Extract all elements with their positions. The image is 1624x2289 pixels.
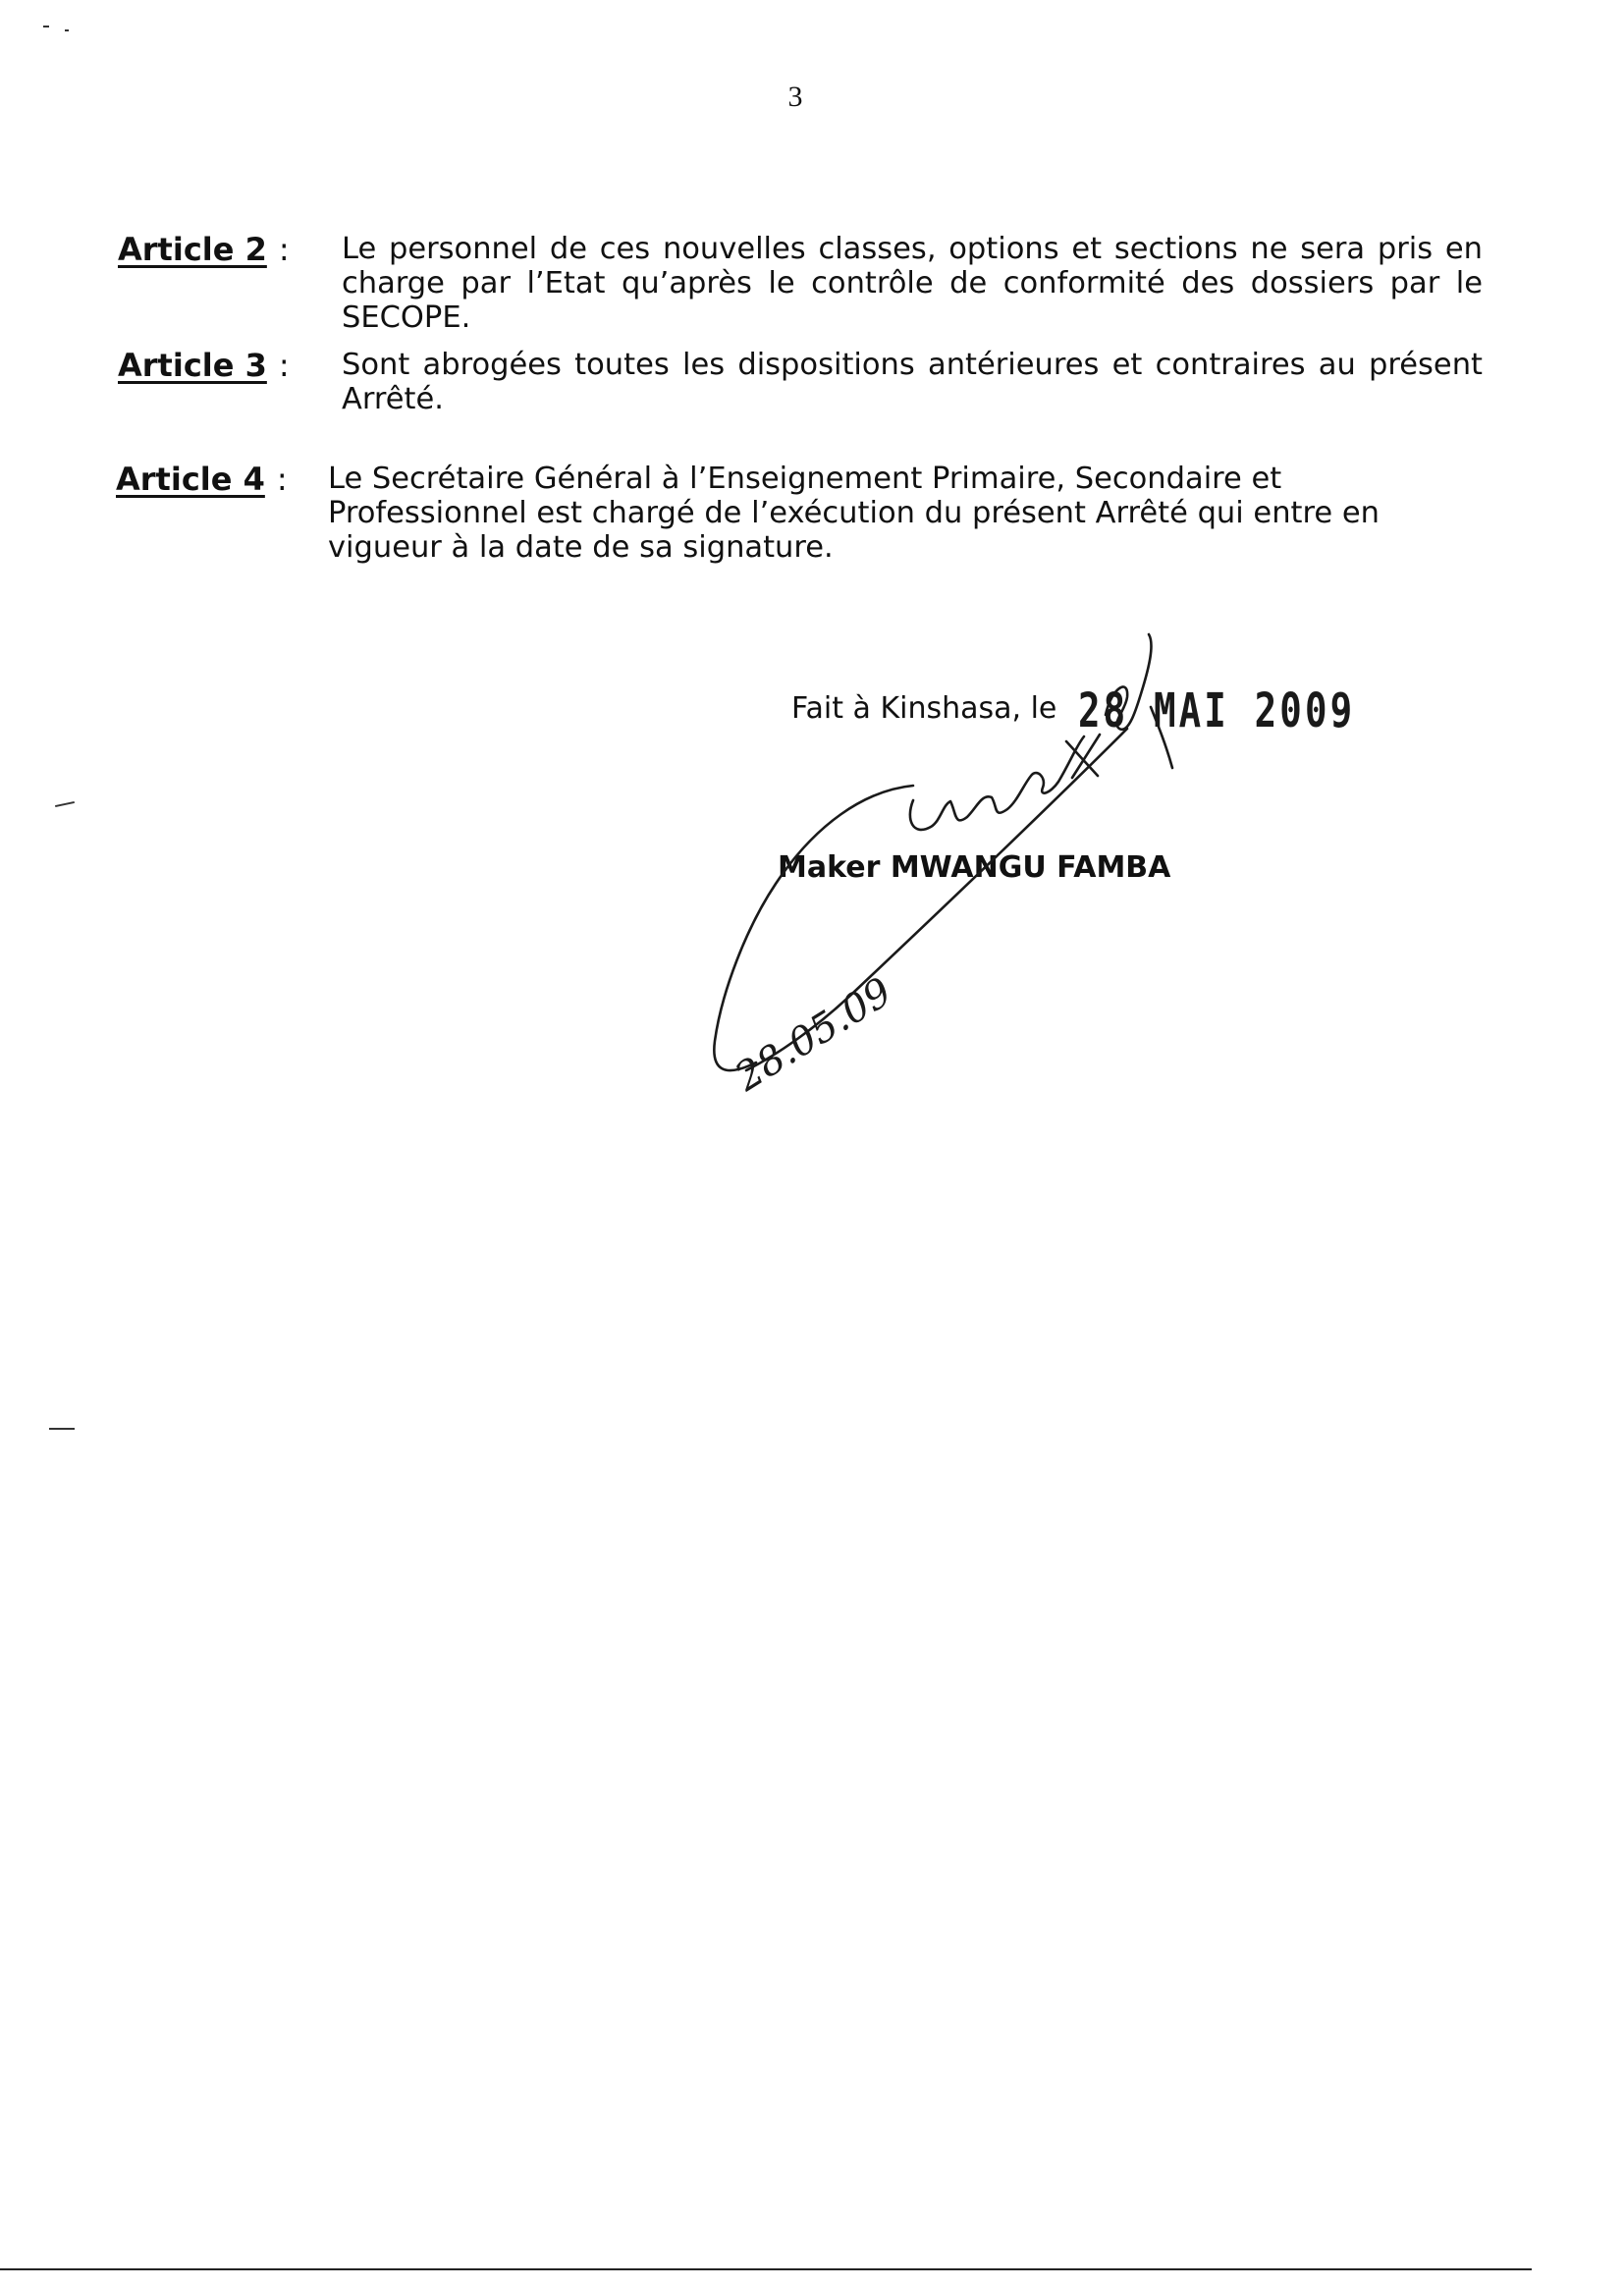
page-number: 3 <box>787 81 803 113</box>
article-2 <box>118 232 1483 335</box>
scan-mark <box>43 26 49 27</box>
place-date-line: Fait à Kinshasa, le <box>791 691 1057 726</box>
date-stamp: 28 MAI 2009 <box>1078 683 1356 738</box>
signer-name: Maker MWANGU FAMBA <box>778 850 1171 885</box>
scan-mark <box>55 801 75 807</box>
article-3-colon: : <box>278 347 290 384</box>
article-2-label <box>118 232 342 267</box>
article-2-colon: : <box>278 231 290 268</box>
article-4-title: Article 4 <box>116 461 265 498</box>
article-3-title: Article 3 <box>118 347 267 384</box>
article-2-text: Le personnel de ces nouvelles classes, options et sections ne sera pris en charge par l’Etat qu’après le contrôle de conformité des dossiers par le SECOPE. <box>342 232 1483 335</box>
article-4-text: Le Secrétaire Général à l’Enseignement Primaire, Secondaire et Professionnel est chargé de l’exécution du présent Arrêté qui entre en vigueur à la date de sa signature. <box>328 462 1380 565</box>
article-3-text: Sont abrogées toutes les dispositions antérieures et contraires au présent Arrêté. <box>342 348 1483 416</box>
article-4 <box>116 462 1481 565</box>
article-3-label <box>118 348 342 383</box>
article-4-colon: : <box>276 461 288 498</box>
scan-mark <box>49 1428 75 1430</box>
article-2-title: Article 2 <box>118 231 267 268</box>
page-bottom-rule <box>0 2268 1532 2270</box>
scan-mark <box>65 29 69 31</box>
article-3 <box>118 348 1483 416</box>
article-4-label <box>116 462 328 497</box>
handwritten-date: 28.05.09 <box>727 969 900 1101</box>
